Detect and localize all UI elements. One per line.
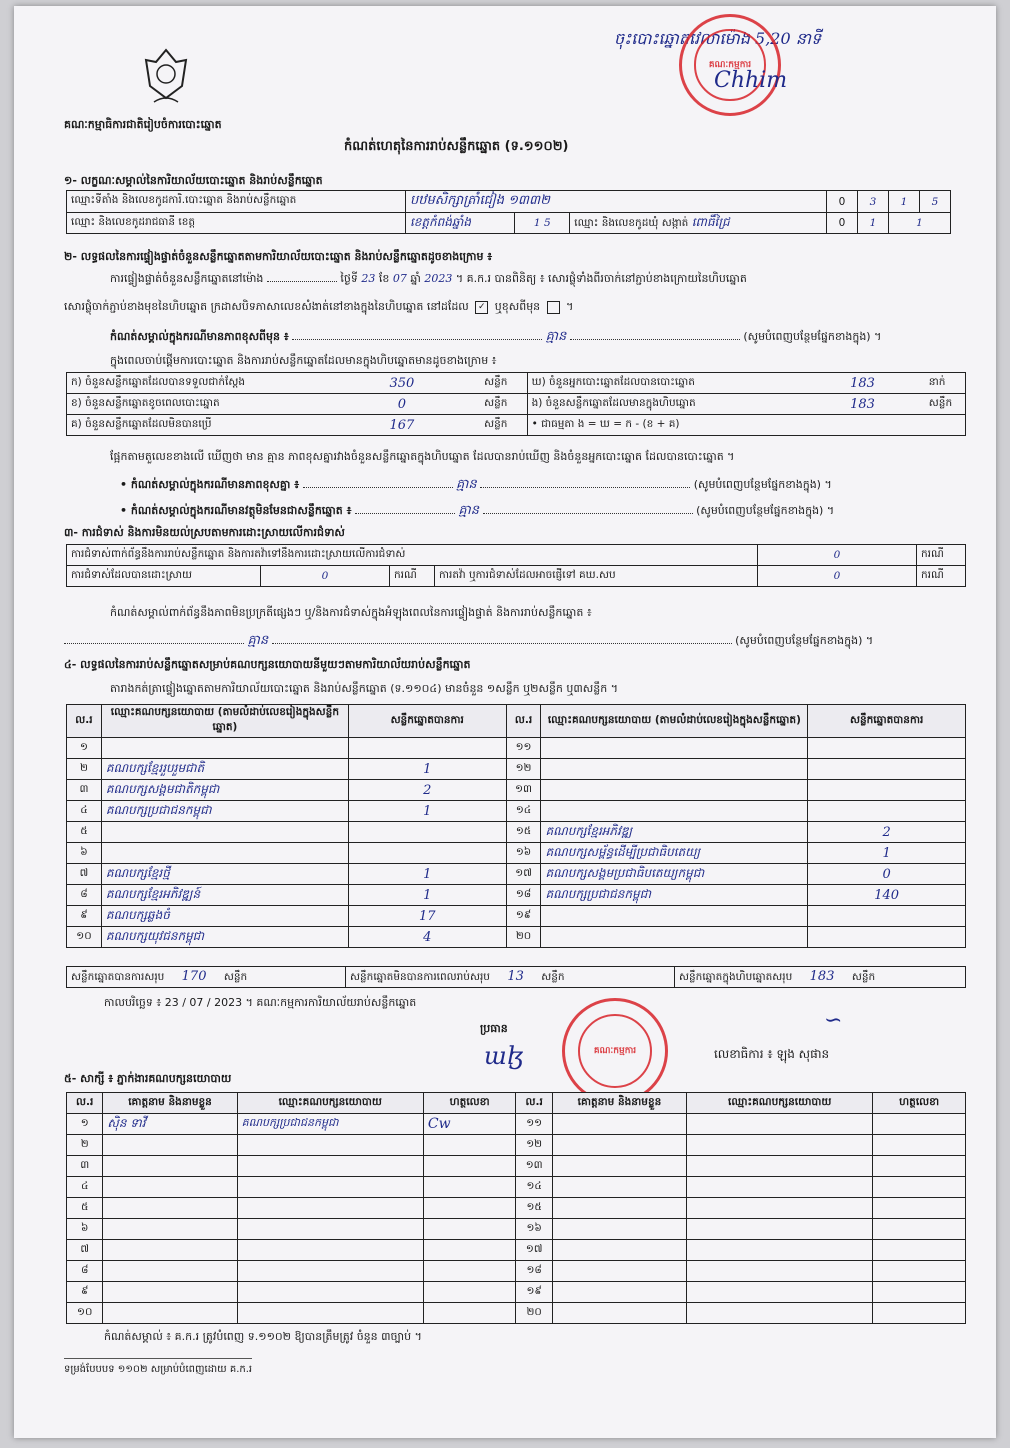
witness-no-left: ១ [67, 1114, 103, 1135]
count-e-unit: សន្លឹក [925, 394, 966, 415]
commune-label-text: ឈ្មោះ និងលេខកូដឃុំ សង្កាត់ [574, 217, 689, 229]
witness-name-left [103, 1303, 237, 1324]
secretary-signature: ∽ [824, 1008, 843, 1033]
count-c-value: 167 [324, 415, 480, 436]
witness-col-name-left: គោត្តនាម និងនាមខ្លួន [103, 1093, 237, 1114]
section3-note-label: កំណត់សម្គាល់ពាក់ព័ន្ធនឹងភាពមិនប្រក្រតីផ្សេងៗ ឬ/និងការជំទាស់ក្នុងអំឡុងពេលនៃការផ្ទៀងផ្ទាត់ និងការរាប់សន្លឹកឆ្នោត ៖ [110, 606, 592, 619]
result-party-right [541, 759, 808, 780]
total-valid-value: 170 [181, 968, 207, 984]
count-c-label: គ) ចំនួនសន្លឹកឆ្នោតដែលមិនបានប្រើ [67, 415, 324, 436]
section4-intro: តារាងកត់ត្រាផ្ទៀងឆ្នោតតាមការិយាល័យបោះឆ្នោត និងរាប់សន្លឹកឆ្នោត (ទ.១១០៤) មានចំនួន ១សន្លឹក ឬ២សន្លឹក ឬ៣សន្លឹក ។ [110, 682, 618, 695]
changed-label: ឬខុសពីមុន [494, 300, 541, 313]
witness-sign-left [423, 1219, 516, 1240]
count-b-label: ខ) ចំនួនសន្លឹកឆ្នោតខូចពេលបោះឆ្នោត [67, 394, 324, 415]
witness-sign-right [873, 1282, 966, 1303]
objection-row2b-unit: ករណី [917, 566, 966, 587]
table-row [67, 1282, 966, 1303]
location-code-2: 3 [858, 191, 889, 213]
result-party-right [541, 738, 808, 759]
counts-intro: ក្នុងពេលចាប់ផ្តើមការបោះឆ្នោត និងការរាប់សន្លឹកឆ្នោតដែលមានក្នុងហិបឆ្នោតមានដូចខាងក្រោម ៖ [110, 354, 497, 367]
witness-name-right [552, 1114, 686, 1135]
objection-row2-unit: ករណី [390, 566, 435, 587]
count-d-unit: នាក់ [925, 373, 966, 394]
verify-day: 23 [361, 272, 376, 285]
witness-no-right: ២០ [516, 1303, 552, 1324]
witness-party-left [237, 1303, 423, 1324]
result-party-right [541, 906, 808, 927]
result-party-left [101, 843, 348, 864]
objection-row2-value: 0 [261, 566, 390, 587]
president-label: ប្រធាន [480, 1022, 508, 1035]
witness-name-right [552, 1240, 686, 1261]
result-votes-right [808, 738, 966, 759]
party-results-table [66, 704, 966, 948]
witness-name-right [552, 1156, 686, 1177]
result-votes-left: 1 [348, 864, 506, 885]
result-party-left: គណបក្សសង្គមជាតិកម្ពុជា [101, 780, 348, 801]
witness-name-left [103, 1219, 237, 1240]
location-label: ឈ្មោះទីតាំង និងលេខកូដការិ.បោះឆ្នោត និងរាប់សន្លឹកឆ្នោត [67, 191, 406, 213]
objection-row2-label: ការជំទាស់ដែលបានដោះស្រាយ [67, 566, 261, 587]
witness-table [66, 1092, 966, 1324]
official-stamp-top: គណៈកម្មការ [679, 14, 781, 116]
col-votes-left: សន្លឹកឆ្នោតបានការ [348, 705, 506, 738]
witness-no-left: ៦ [67, 1219, 103, 1240]
result-party-left [101, 738, 348, 759]
col-party-right: ឈ្មោះគណបក្សនយោបាយ (តាមលំដាប់លេខរៀងក្នុងសន្លឹកឆ្នោត) [541, 705, 808, 738]
witness-name-right [552, 1177, 686, 1198]
witness-name-left [103, 1135, 237, 1156]
table-row [67, 759, 966, 780]
org-title: គណៈកម្មាធិការជាតិរៀបចំការបោះឆ្នោត [64, 118, 222, 131]
verify-time-blank [267, 281, 337, 282]
form-title: កំណត់ហេតុនៃការរាប់សន្លឹកឆ្នោត (ទ.១១០២) [344, 139, 569, 154]
witness-sign-left [423, 1261, 516, 1282]
count-b-unit: សន្លឹក [480, 394, 527, 415]
compare-line: ផ្អែកតាមតួលេខខាងលើ ឃើញថា មាន គ្មាន ភាពខុសគ្នារវាងចំនួនសន្លឹកឆ្នោតក្នុងហិបឆ្នោត ដែលបានរាប់ឃើញ និងចំនួនអ្នកបោះឆ្នោត ដែលបានបោះឆ្នោត ។ [110, 450, 735, 463]
result-party-left: គណបក្សខ្មែរអភិវឌ្ឍន៍ [101, 885, 348, 906]
witness-sign-right [873, 1114, 966, 1135]
formula-text: ជាធម្មតា ង = ឃ = ក - (ខ + គ) [541, 417, 680, 430]
province-code [515, 213, 570, 234]
total-invalid-unit: សន្លឹក [541, 970, 565, 983]
witness-sign-left: Cw [423, 1114, 516, 1135]
location-code-4: 5 [920, 191, 951, 213]
total-invalid-value: 13 [507, 968, 524, 984]
witness-sign-right [873, 1135, 966, 1156]
witness-name-left: ស៊ិន ទាវី [103, 1114, 237, 1135]
table-row [67, 927, 966, 948]
result-no-left: ២ [67, 759, 102, 780]
change-note-label: កំណត់សម្គាល់ក្នុងករណីមានភាពខុសពីមុន ៖ [110, 330, 289, 343]
witness-name-left [103, 1156, 237, 1177]
result-no-right: ១៧ [506, 864, 541, 885]
witness-no-right: ១៩ [516, 1282, 552, 1303]
witness-name-left [103, 1177, 237, 1198]
result-no-right: ១៣ [506, 780, 541, 801]
change-note-suffix: (សូមបំពេញបន្ថែមផ្នែកខាងក្នុង) ។ [743, 330, 882, 343]
witness-no-left: ៤ [67, 1177, 103, 1198]
witness-sign-left [423, 1135, 516, 1156]
result-party-right [541, 927, 808, 948]
table-row [67, 1303, 966, 1324]
witness-no-left: ៧ [67, 1240, 103, 1261]
total-box-unit: សន្លឹក [851, 970, 876, 983]
province-code-1: 1 [533, 217, 541, 229]
total-invalid-label: សន្លឹកឆ្នោតមិនបានការពេលរាប់សរុប [350, 970, 490, 983]
result-votes-left: 2 [348, 780, 506, 801]
objection-row2b-label: ការតវ៉ា ឬការជំទាស់ដែលអាចផ្ញើទៅ គឃ.សប [435, 566, 758, 587]
result-no-right: ១៩ [506, 906, 541, 927]
witness-party-left [237, 1135, 423, 1156]
result-party-left: គណបក្សខ្មែរថ្មី [101, 864, 348, 885]
result-votes-left: 1 [348, 885, 506, 906]
invalid-note-blank-2 [483, 513, 693, 514]
commune-label [570, 213, 827, 234]
result-party-right [541, 801, 808, 822]
result-votes-right [808, 906, 966, 927]
section3-title: ៣- ការជំទាស់ និងការមិនយល់ស្របតាមការដោះស្រាយលើការជំទាស់ [64, 526, 345, 539]
totals-table [66, 966, 966, 988]
table-row [67, 906, 966, 927]
footer-note: កំណត់សម្គាល់ ៖ គ.ក.រ ត្រូវបំពេញ ទ.១១០២ ឱ្យបានត្រឹមត្រូវ ចំនួន ៣ច្បាប់ ។ [104, 1330, 422, 1343]
signature-top: Chhim [714, 68, 788, 93]
verify-suffix: ។ គ.ក.រ បានពិនិត្យ ៖ សោរផ្លុំទាំងពីរចាក់នៅភ្ជាប់ខាងក្រោយនៃហិបឆ្នោត [455, 272, 747, 285]
result-votes-right: 1 [808, 843, 966, 864]
result-no-left: ៥ [67, 822, 102, 843]
witness-sign-left [423, 1240, 516, 1261]
bottom-note: ទម្រង់បែបបទ ១១០២ សម្រាប់បំពេញដោយ គ.ក.រ [64, 1358, 252, 1377]
result-votes-right: 140 [808, 885, 966, 906]
result-votes-left [348, 738, 506, 759]
result-no-left: ៤ [67, 801, 102, 822]
witness-party-right [687, 1114, 873, 1135]
result-votes-right [808, 759, 966, 780]
commune-value: ពោធិ៍ជ្រៃ [691, 215, 730, 229]
change-note-blank-2 [570, 339, 740, 340]
diff-note-line [120, 476, 970, 495]
count-c-unit: សន្លឹក [480, 415, 527, 436]
witness-no-right: ១៨ [516, 1261, 552, 1282]
objection-row1-unit: ករណី [917, 545, 966, 566]
witness-party-right [687, 1135, 873, 1156]
witness-party-left [237, 1156, 423, 1177]
witness-col-sign-right: ហត្ថលេខា [873, 1093, 966, 1114]
witness-name-right [552, 1261, 686, 1282]
witness-no-left: ៩ [67, 1282, 103, 1303]
witness-party-right [687, 1261, 873, 1282]
section2-title: ២- លទ្ធផលនៃការផ្ទៀងផ្ទាត់ចំនួនសន្លឹកឆ្នោតតាមការិយាល័យបោះឆ្នោត និងរាប់សន្លឹកឆ្នោតដូចខាងក្រោម ៖ [64, 250, 493, 263]
total-valid [67, 967, 346, 988]
result-no-right: ១៦ [506, 843, 541, 864]
witness-party-left [237, 1177, 423, 1198]
section1-table [66, 190, 951, 234]
result-party-left: គណបក្សខ្មែររួបរួមជាតិ [101, 759, 348, 780]
witness-party-right [687, 1156, 873, 1177]
table-row [67, 780, 966, 801]
diff-note-value: គ្មាន [456, 477, 477, 492]
change-note-line [110, 328, 960, 347]
witness-name-left [103, 1198, 237, 1219]
col-party-left: ឈ្មោះគណបក្សនយោបាយ (តាមលំដាប់លេខរៀងក្នុងសន្លឹកឆ្នោត) [101, 705, 348, 738]
invalid-note-label: • កំណត់សម្គាល់ក្នុងករណីមានវត្ថុមិនមែនជាសន្លឹកឆ្នោត ៖ [120, 504, 352, 517]
official-stamp-bottom: គណៈកម្មការ [562, 998, 668, 1104]
result-no-right: ១២ [506, 759, 541, 780]
section3-note-line [64, 632, 964, 651]
witness-party-left [237, 1282, 423, 1303]
witness-sign-right [873, 1240, 966, 1261]
objection-row2b-value: 0 [758, 566, 917, 587]
section3-note-blank [64, 643, 244, 644]
section3-note-blank-2 [272, 643, 732, 644]
total-valid-label: សន្លឹកឆ្នោតបានការសរុប [71, 970, 165, 983]
counts-table [66, 372, 966, 436]
witness-no-left: ៥ [67, 1198, 103, 1219]
witness-name-right [552, 1198, 686, 1219]
count-d-label: ឃ) ចំនួនអ្នកបោះឆ្នោតដែលបានបោះឆ្នោត [527, 373, 800, 394]
result-no-left: ៧ [67, 864, 102, 885]
table-row [67, 1135, 966, 1156]
table-row [67, 1156, 966, 1177]
change-note-value: គ្មាន [545, 329, 567, 344]
witness-party-left: គណបក្សប្រជាជនកម្ពុជា [237, 1114, 423, 1135]
section3-note-suffix: (សូមបំពេញបន្ថែមផ្នែកខាងក្នុង) ។ [735, 634, 874, 647]
result-no-left: ៣ [67, 780, 102, 801]
result-no-left: ១០ [67, 927, 102, 948]
result-votes-left [348, 843, 506, 864]
witness-party-right [687, 1240, 873, 1261]
section4-title: ៤- លទ្ធផលនៃការរាប់សន្លឹកឆ្នោតសម្រាប់គណបក្សនយោបាយនីមួយៗតាមការិយាល័យរាប់សន្លឹកឆ្នោត [64, 658, 471, 671]
witness-name-right [552, 1282, 686, 1303]
nec-logo [140, 46, 192, 108]
objections-table [66, 544, 966, 587]
witness-sign-left [423, 1198, 516, 1219]
changed-checkbox[interactable] [547, 301, 560, 314]
col-no-right: ល.រ [506, 705, 541, 738]
verify-line-2-text: សោរផ្លុំចាក់ភ្ជាប់ខាងមុខនៃហិបឆ្នោត ក្រដាសបិទភាសាលេខសំងាត់នៅខាងក្នុងនៃហិបឆ្នោត នៅដដែល [64, 300, 469, 313]
witness-sign-right [873, 1156, 966, 1177]
witness-name-left [103, 1282, 237, 1303]
table-row [67, 1198, 966, 1219]
result-no-right: ១៥ [506, 822, 541, 843]
count-e-label: ង) ចំនួនសន្លឹកឆ្នោតដែលមានក្នុងហិបឆ្នោត [527, 394, 800, 415]
date-label: ថ្ងៃទី [340, 272, 358, 285]
verify-month: 07 [392, 272, 407, 285]
location-code-1: 0 [827, 191, 858, 213]
result-votes-right [808, 780, 966, 801]
witness-col-party-left: ឈ្មោះគណបក្សនយោបាយ [237, 1093, 423, 1114]
table-row [67, 1177, 966, 1198]
diff-note-blank-2 [480, 487, 690, 488]
witness-col-name-right: គោត្តនាម និងនាមខ្លួន [552, 1093, 686, 1114]
witness-no-right: ១៧ [516, 1240, 552, 1261]
result-party-right: គណបក្សសម្ព័ន្ធដើម្បីប្រជាធិបតេយ្យ [541, 843, 808, 864]
result-no-left: ១ [67, 738, 102, 759]
witness-sign-right [873, 1219, 966, 1240]
result-party-left [101, 822, 348, 843]
total-box [675, 967, 966, 988]
witness-name-left [103, 1240, 237, 1261]
verify-line-2: សោរផ្លុំចាក់ភ្ជាប់ខាងមុខនៃហិបឆ្នោត ក្រដាសបិទភាសាលេខសំងាត់នៅខាងក្នុងនៃហិបឆ្នោត នៅដដែល ✓ ឬខុសពីមុន ។ [64, 300, 574, 313]
witness-party-right [687, 1177, 873, 1198]
witness-name-right [552, 1303, 686, 1324]
result-party-left: គណបក្សឆ្លងចំ [101, 906, 348, 927]
witness-no-left: ១០ [67, 1303, 103, 1324]
invalid-note-line [120, 502, 970, 521]
commune-code-2: 1 [858, 213, 889, 234]
verify-prefix: ការផ្ទៀងផ្ទាត់ចំនួនសន្លឹកឆ្នោតនៅម៉ោង [110, 272, 264, 285]
witness-col-no-right: ល.រ [516, 1093, 552, 1114]
result-votes-right [808, 801, 966, 822]
verify-line-1 [110, 272, 960, 288]
witness-col-no-left: ល.រ [67, 1093, 103, 1114]
unchanged-checkbox[interactable]: ✓ [475, 301, 488, 314]
table-row [67, 843, 966, 864]
secretary-label: លេខាធិការ ៖ ឡុង សុផាន [714, 1047, 830, 1061]
result-no-right: ១១ [506, 738, 541, 759]
count-a-unit: សន្លឹក [480, 373, 527, 394]
province-label: ឈ្មោះ និងលេខកូដរាជធានី ខេត្ត [67, 213, 406, 234]
result-no-right: ១៨ [506, 885, 541, 906]
table-row [67, 864, 966, 885]
province-value: ខេត្តកំពង់ឆ្នាំង [406, 213, 515, 234]
witness-no-left: ៣ [67, 1156, 103, 1177]
invalid-note-suffix: (សូមបំពេញបន្ថែមផ្នែកខាងក្នុង) ។ [696, 504, 835, 517]
objection-row1-value: 0 [758, 545, 917, 566]
witness-no-right: ១៣ [516, 1156, 552, 1177]
location-code-3: 1 [889, 191, 920, 213]
result-party-left: គណបក្សយុវជនកម្ពុជា [101, 927, 348, 948]
total-box-value: 183 [809, 968, 835, 984]
total-box-label: សន្លឹកឆ្នោតក្នុងហិបឆ្នោតសរុប [679, 970, 793, 983]
result-no-left: ៩ [67, 906, 102, 927]
result-votes-left: 1 [348, 801, 506, 822]
witness-no-right: ១៦ [516, 1219, 552, 1240]
witness-no-right: ១២ [516, 1135, 552, 1156]
witness-name-right [552, 1219, 686, 1240]
witness-sign-right [873, 1198, 966, 1219]
witness-col-party-right: ឈ្មោះគណបក្សនយោបាយ [687, 1093, 873, 1114]
year-label: ឆ្នាំ [410, 272, 421, 285]
table-row [67, 1261, 966, 1282]
count-e-value: 183 [800, 394, 925, 415]
result-votes-left [348, 822, 506, 843]
col-votes-right: សន្លឹកឆ្នោតបានការ [808, 705, 966, 738]
witness-no-left: ៨ [67, 1261, 103, 1282]
result-votes-left: 4 [348, 927, 506, 948]
table-row [67, 822, 966, 843]
form-page [14, 6, 996, 1438]
result-votes-left: 17 [348, 906, 506, 927]
table-row [67, 1114, 966, 1135]
witness-party-left [237, 1198, 423, 1219]
witness-name-left [103, 1261, 237, 1282]
result-no-left: ៨ [67, 885, 102, 906]
result-no-right: ១៤ [506, 801, 541, 822]
count-d-value: 183 [800, 373, 925, 394]
result-votes-right [808, 927, 966, 948]
date-line: កាលបរិច្ឆេទ ៖ 23 / 07 / 2023 ។ គណៈកម្មការការិយាល័យរាប់សន្លឹកឆ្នោត [104, 996, 417, 1009]
result-votes-left: 1 [348, 759, 506, 780]
president-signature: ɯɮ [484, 1042, 524, 1070]
result-party-right: គណបក្សខ្មែរអភិវឌ្ឍ [541, 822, 808, 843]
table-row [67, 801, 966, 822]
witness-sign-left [423, 1303, 516, 1324]
results-body [67, 738, 966, 948]
result-no-right: ២០ [506, 927, 541, 948]
witness-no-left: ២ [67, 1135, 103, 1156]
witness-col-sign-left: ហត្ថលេខា [423, 1093, 516, 1114]
total-valid-unit: សន្លឹក [223, 970, 248, 983]
witness-party-right [687, 1219, 873, 1240]
count-b-value: 0 [324, 394, 480, 415]
witness-party-right [687, 1282, 873, 1303]
witness-sign-right [873, 1177, 966, 1198]
location-value: បឋមសិក្សាត្រាំជៀង ១៣៣២ [406, 191, 827, 213]
witness-no-right: ១៤ [516, 1177, 552, 1198]
total-invalid [346, 967, 675, 988]
verify-year: 2023 [424, 272, 453, 285]
witness-sign-right [873, 1261, 966, 1282]
commune-code-3: 1 [889, 213, 951, 234]
commune-code-1: 0 [827, 213, 858, 234]
diff-note-blank [303, 487, 453, 488]
witness-party-right [687, 1198, 873, 1219]
count-a-label: ក) ចំនួនសន្លឹកឆ្នោតដែលបានទទួលជាក់ស្តែង [67, 373, 324, 394]
handwritten-note: ចុះបោះឆ្នោតវេលាម៉ោង 5,20 នាទី [614, 29, 822, 48]
witness-name-right [552, 1135, 686, 1156]
table-row [67, 738, 966, 759]
witness-sign-right [873, 1303, 966, 1324]
objection-row1-label: ការជំទាស់ពាក់ព័ន្ធនឹងការរាប់សន្លឹកឆ្នោត និងការតវ៉ាទៅនឹងការដោះស្រាយលើការជំទាស់ [67, 545, 758, 566]
section3-note-value: គ្មាន [247, 633, 269, 648]
table-row [67, 1240, 966, 1261]
change-note-blank [292, 339, 542, 340]
col-no-left: ល.រ [67, 705, 102, 738]
witness-sign-left [423, 1177, 516, 1198]
invalid-note-blank [355, 513, 455, 514]
table-row [67, 1219, 966, 1240]
witness-body [67, 1114, 966, 1324]
witness-sign-left [423, 1282, 516, 1303]
table-row [67, 885, 966, 906]
witness-party-left [237, 1261, 423, 1282]
section5-title: ៥- សាក្សី ៖ ភ្នាក់ងារគណបក្សនយោបាយ [64, 1072, 232, 1085]
result-party-right: គណបក្សសង្គមប្រជាធិបតេយ្យកម្ពុជា [541, 864, 808, 885]
witness-no-right: ១៥ [516, 1198, 552, 1219]
result-party-left: គណបក្សប្រជាជនកម្ពុជា [101, 801, 348, 822]
witness-party-left [237, 1240, 423, 1261]
count-a-value: 350 [324, 373, 480, 394]
result-no-left: ៦ [67, 843, 102, 864]
diff-note-label: • កំណត់សម្គាល់ក្នុងករណីមានភាពខុសគ្នា ៖ [120, 478, 300, 491]
invalid-note-value: គ្មាន [458, 503, 480, 518]
result-party-right: គណបក្សប្រជាជនកម្ពុជា [541, 885, 808, 906]
section1-title: ១- លក្ខណៈសម្គាល់នៃការិយាល័យបោះឆ្នោត និងរាប់សន្លឹកឆ្នោត [64, 174, 323, 187]
diff-note-suffix: (សូមបំពេញបន្ថែមផ្នែកខាងក្នុង) ។ [693, 478, 832, 491]
province-code-2: 5 [543, 217, 551, 229]
witness-sign-left [423, 1156, 516, 1177]
witness-no-right: ១១ [516, 1114, 552, 1135]
witness-party-right [687, 1303, 873, 1324]
result-votes-right: 0 [808, 864, 966, 885]
result-votes-right: 2 [808, 822, 966, 843]
result-party-right [541, 780, 808, 801]
month-label: ខែ [378, 272, 390, 285]
formula: • ជាធម្មតា ង = ឃ = ក - (ខ + គ) [527, 415, 965, 436]
witness-party-left [237, 1219, 423, 1240]
